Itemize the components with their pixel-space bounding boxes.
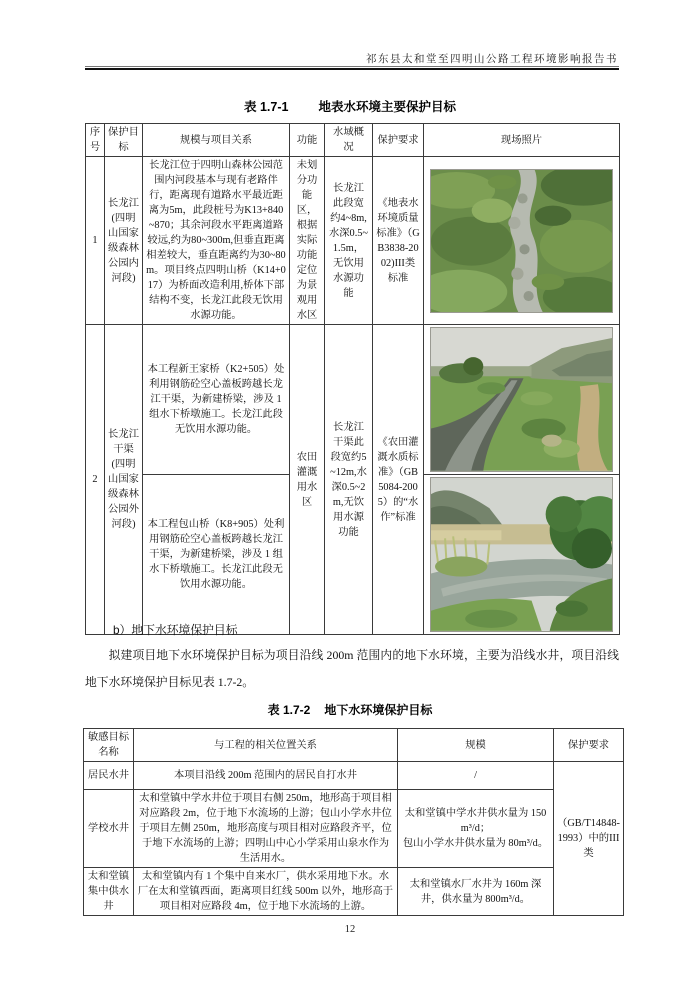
cell-relation: 太和堂镇内有 1 个集中自来水厂，供水采用地下水。水厂在太和堂镇西面，距离项目红线 500m 以外，地形高于项目相对应路段 4m，位于地下水流场的上游。 [134, 868, 398, 916]
table2-header-relation: 与工程的相关位置关系 [134, 729, 398, 762]
table2-caption-label: 表 1.7-2 [267, 703, 311, 717]
table1-caption [0, 97, 700, 115]
surface-water-table [85, 123, 620, 635]
cell-requirement-merged: （GB/T14848-1993）中的III类 [554, 762, 624, 916]
groundwater-table [83, 728, 624, 916]
table2-caption [0, 701, 700, 718]
table2-header-requirement: 保护要求 [554, 729, 624, 762]
table-row [84, 790, 624, 868]
table1-caption-label: 表 1.7-1 [244, 100, 289, 114]
table2-header-name: 敏感目标名称 [84, 729, 134, 762]
table1-caption-title: 地表水环境主要保护目标 [318, 100, 456, 114]
table2-header-scale: 规模 [398, 729, 554, 762]
cell-function: 农田灌溉用水区 [290, 325, 325, 635]
table1-header-function: 功能 [290, 124, 325, 157]
scale-line-a: 太和堂镇中学水井供水量为 150m³/d； [404, 808, 547, 835]
cell-scale: 太和堂镇水厂水井为 160m 深井，供水量为 800m³/d。 [398, 868, 554, 916]
cell-name: 学校水井 [84, 790, 134, 868]
table1-header-requirement: 保护要求 [373, 124, 424, 157]
cell-photo [424, 157, 620, 325]
cell-name: 居民水井 [84, 762, 134, 790]
scale-line-b: 包山小学水井供水量为 80m³/d。 [402, 838, 549, 850]
cell-overview: 长龙江此段宽约4~8m,水深0.5~1.5m，无饮用水源功能 [325, 157, 373, 325]
cell-requirement: 《地表水环境质量标准》（GB3838-2002)III类标准 [373, 157, 424, 325]
table2-caption-title: 地下水环境保护目标 [324, 703, 433, 717]
cell-target: 长龙江(四明山国家级森林公园内河段) [105, 157, 143, 325]
cell-photo [424, 475, 620, 635]
cell-name: 太和堂镇集中供水井 [84, 868, 134, 916]
table2-header-row [84, 729, 624, 762]
table1-header-overview: 水域概况 [325, 124, 373, 157]
page-number: 12 [344, 924, 356, 935]
table-row [86, 325, 620, 475]
site-photo-canal [430, 477, 613, 632]
cell-relation: 太和堂镇中学水井位于项目右侧 250m，地形高于项目相对应路段 2m，位于地下水流场的上游；包山小学水井位于项目左侧 250m，地形高度与项目相对应路段齐平，位于地下水流场的上游；四明山中心小学采用山泉水作为生活用水。 [134, 790, 398, 868]
cell-overview: 长龙江干渠此段宽约5~12m,水深0.5~2m,无饮用水源功能 [325, 325, 373, 635]
cell-relation-a: 本工程新王家桥（K2+505）处利用钢筋砼空心盖板跨越长龙江干渠，为新建桥梁，涉及 1 组水下桥墩施工。长龙江此段无饮用水源功能。 [143, 325, 290, 475]
table1-header-row [86, 124, 620, 157]
cell-requirement: 《农田灌溉水质标准》（GB5084-2005）的“水作”标准 [373, 325, 424, 635]
section-b-paragraph: 拟建项目地下水环境保护目标为项目沿线 200m 范围内的地下水环境，主要为沿线水井，项目沿线地下水环境保护目标见表 1.7-2。 [85, 648, 619, 689]
cell-function: 未划分功能区，根据实际功能定位为景观用水区 [290, 157, 325, 325]
cell-target: 长龙江干渠(四明山国家级森林公园外河段) [105, 325, 143, 635]
table1-header-relation: 规模与项目关系 [143, 124, 290, 157]
section-b-heading: b）地下水环境保护目标 [113, 623, 238, 637]
header-divider [85, 66, 619, 70]
cell-index: 1 [86, 157, 105, 325]
site-photo-channel [430, 327, 613, 472]
cell-index: 2 [86, 325, 105, 635]
cell-photo [424, 325, 620, 475]
cell-scale [398, 790, 554, 868]
cell-relation: 本项目沿线 200m 范围内的居民自打水井 [134, 762, 398, 790]
cell-relation: 长龙江位于四明山森林公园范围内河段基本与现有老路伴行，距离现有道路水平最近距离为5m，此段桩号为K13+840~870；其余河段水平距离道路较远,约为80~300m,但垂直距离相差较大，垂直距离约为30~80m。项目终点四明山桥（K14+017）为桥面改造利用,桥体下部结构不变，长龙江此段无饮用水源功能。 [143, 157, 290, 325]
table1-header-target: 保护目标 [105, 124, 143, 157]
cell-relation-b: 本工程包山桥（K8+905）处利用钢筋砼空心盖板跨越长龙江干渠，为新建桥梁，涉及 1 组水下桥墩施工。长龙江此段无饮用水源功能。 [143, 475, 290, 635]
table1-header-photo: 现场照片 [424, 124, 620, 157]
table-row [86, 157, 620, 325]
table-row [84, 762, 624, 790]
header-title: 祁东县太和堂至四明山公路工程环境影响报告书 [366, 54, 618, 65]
table1-header-index: 序号 [86, 124, 105, 157]
cell-scale: / [398, 762, 554, 790]
site-photo-stream [430, 169, 613, 313]
table-row [84, 868, 624, 916]
